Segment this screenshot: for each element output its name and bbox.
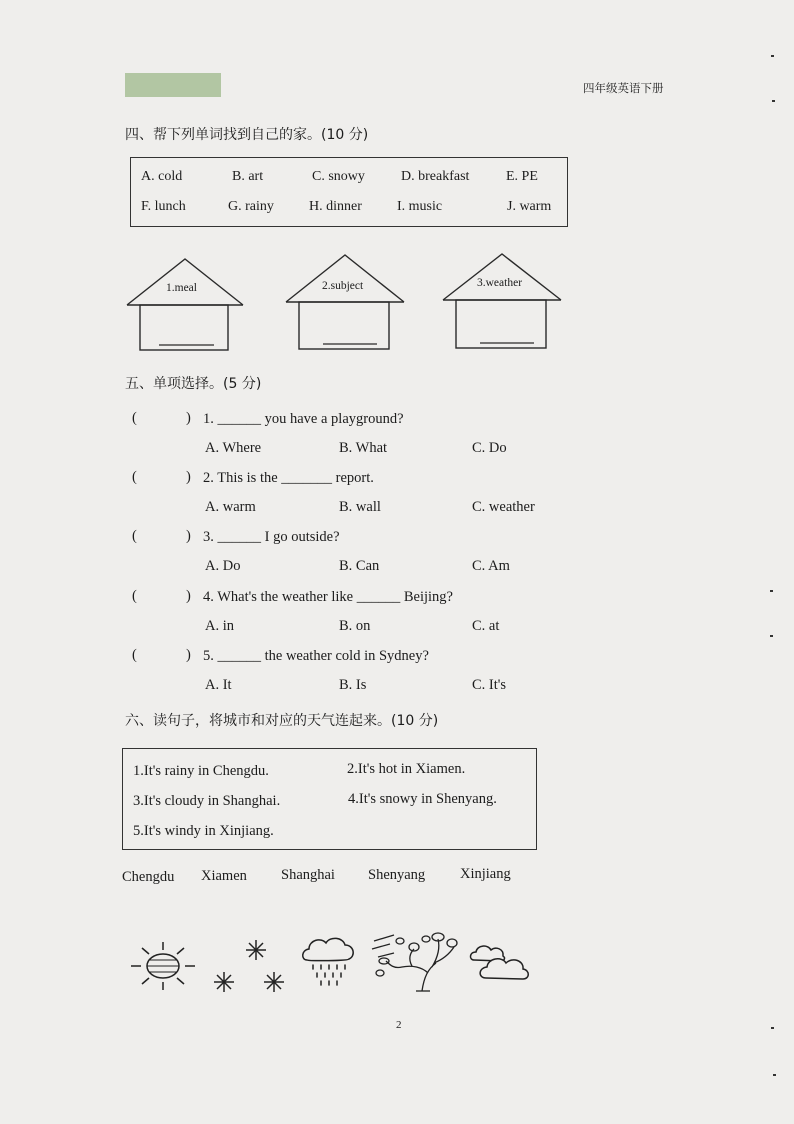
answer-paren-open: ( [132, 588, 137, 604]
windy-tree-icon [368, 927, 460, 993]
answer-paren-close: ) [186, 588, 191, 604]
page-number: 2 [396, 1019, 402, 1031]
city-label: Shenyang [368, 867, 426, 883]
city-label: Xiamen [201, 868, 247, 884]
scan-speck [771, 1027, 774, 1029]
scan-speck [772, 100, 775, 102]
sentence: 2.It's hot in Xiamen. [347, 761, 466, 777]
choice-option: C. Do [472, 440, 507, 456]
city-label: Xinjiang [460, 866, 511, 882]
answer-paren-close: ) [186, 469, 191, 485]
choice-option: A. Where [205, 440, 262, 456]
answer-paren-open: ( [132, 469, 137, 485]
choice-option: A. in [205, 618, 234, 634]
word-option: A. cold [141, 169, 183, 184]
answer-paren-close: ) [186, 410, 191, 426]
word-option: H. dinner [309, 199, 362, 214]
choice-option: C. Am [472, 558, 510, 574]
section5-title: 五、单项选择。(5 分) [125, 376, 262, 392]
word-option: G. rainy [228, 199, 274, 214]
house-meal [126, 258, 244, 353]
house-label: 2.subject [322, 280, 364, 292]
section6-title: 六、读句子，将城市和对应的天气连起来。(10 分) [125, 713, 439, 729]
answer-paren-close: ) [186, 528, 191, 544]
choice-option: B. Can [339, 558, 380, 574]
word-option: F. lunch [141, 199, 186, 214]
scan-speck [770, 590, 773, 592]
word-option: E. PE [506, 169, 538, 184]
redacted-name-block [125, 73, 221, 97]
answer-paren-open: ( [132, 647, 137, 663]
city-label: Chengdu [122, 869, 175, 885]
choice-option: A. It [205, 677, 232, 693]
cloudy-icon [468, 942, 534, 986]
choice-option: B. What [339, 440, 388, 456]
choice-option: A. Do [205, 558, 241, 574]
question-text: 4. What's the weather like ______ Beijing? [203, 589, 453, 605]
choice-option: C. at [472, 618, 500, 634]
house-label: 1.meal [166, 282, 197, 294]
rain-cloud-icon [299, 934, 359, 992]
house-weather [442, 253, 562, 351]
sentence-box [122, 748, 537, 850]
house-outline-icon [126, 258, 244, 353]
choice-option: B. on [339, 618, 371, 634]
word-option: D. breakfast [401, 169, 470, 184]
word-option: C. snowy [312, 169, 365, 184]
sentence: 3.It's cloudy in Shanghai. [133, 793, 281, 809]
grade-label: 四年级英语下册 [583, 81, 664, 95]
choice-option: A. warm [205, 499, 256, 515]
word-bank-box [130, 157, 568, 227]
choice-option: C. It's [472, 677, 507, 693]
choice-option: B. wall [339, 499, 381, 515]
question-text: 3. ______ I go outside? [203, 529, 340, 545]
answer-paren-close: ) [186, 647, 191, 663]
scan-speck [773, 1074, 776, 1076]
sentence: 5.It's windy in Xinjiang. [133, 823, 274, 839]
word-option: J. warm [507, 199, 552, 214]
sentence: 1.It's rainy in Chengdu. [133, 763, 269, 779]
scan-speck [770, 635, 773, 637]
answer-paren-open: ( [132, 410, 137, 426]
question-text: 1. ______ you have a playground? [203, 411, 404, 427]
sun-icon [128, 940, 198, 992]
snowflake-icon [208, 938, 288, 996]
house-outline-icon [285, 254, 405, 352]
house-label: 3.weather [477, 277, 523, 289]
house-outline-icon [442, 253, 562, 351]
city-label: Shanghai [281, 867, 335, 883]
question-text: 5. ______ the weather cold in Sydney? [203, 648, 429, 664]
section4-title: 四、帮下列单词找到自己的家。(10 分) [125, 127, 369, 143]
choice-option: B. Is [339, 677, 367, 693]
answer-paren-open: ( [132, 528, 137, 544]
question-text: 2. This is the _______ report. [203, 470, 374, 486]
word-option: I. music [397, 199, 443, 214]
scan-speck [771, 55, 774, 57]
house-subject [285, 254, 405, 352]
word-option: B. art [232, 169, 264, 184]
sentence: 4.It's snowy in Shenyang. [348, 791, 497, 807]
choice-option: C. weather [472, 499, 535, 515]
